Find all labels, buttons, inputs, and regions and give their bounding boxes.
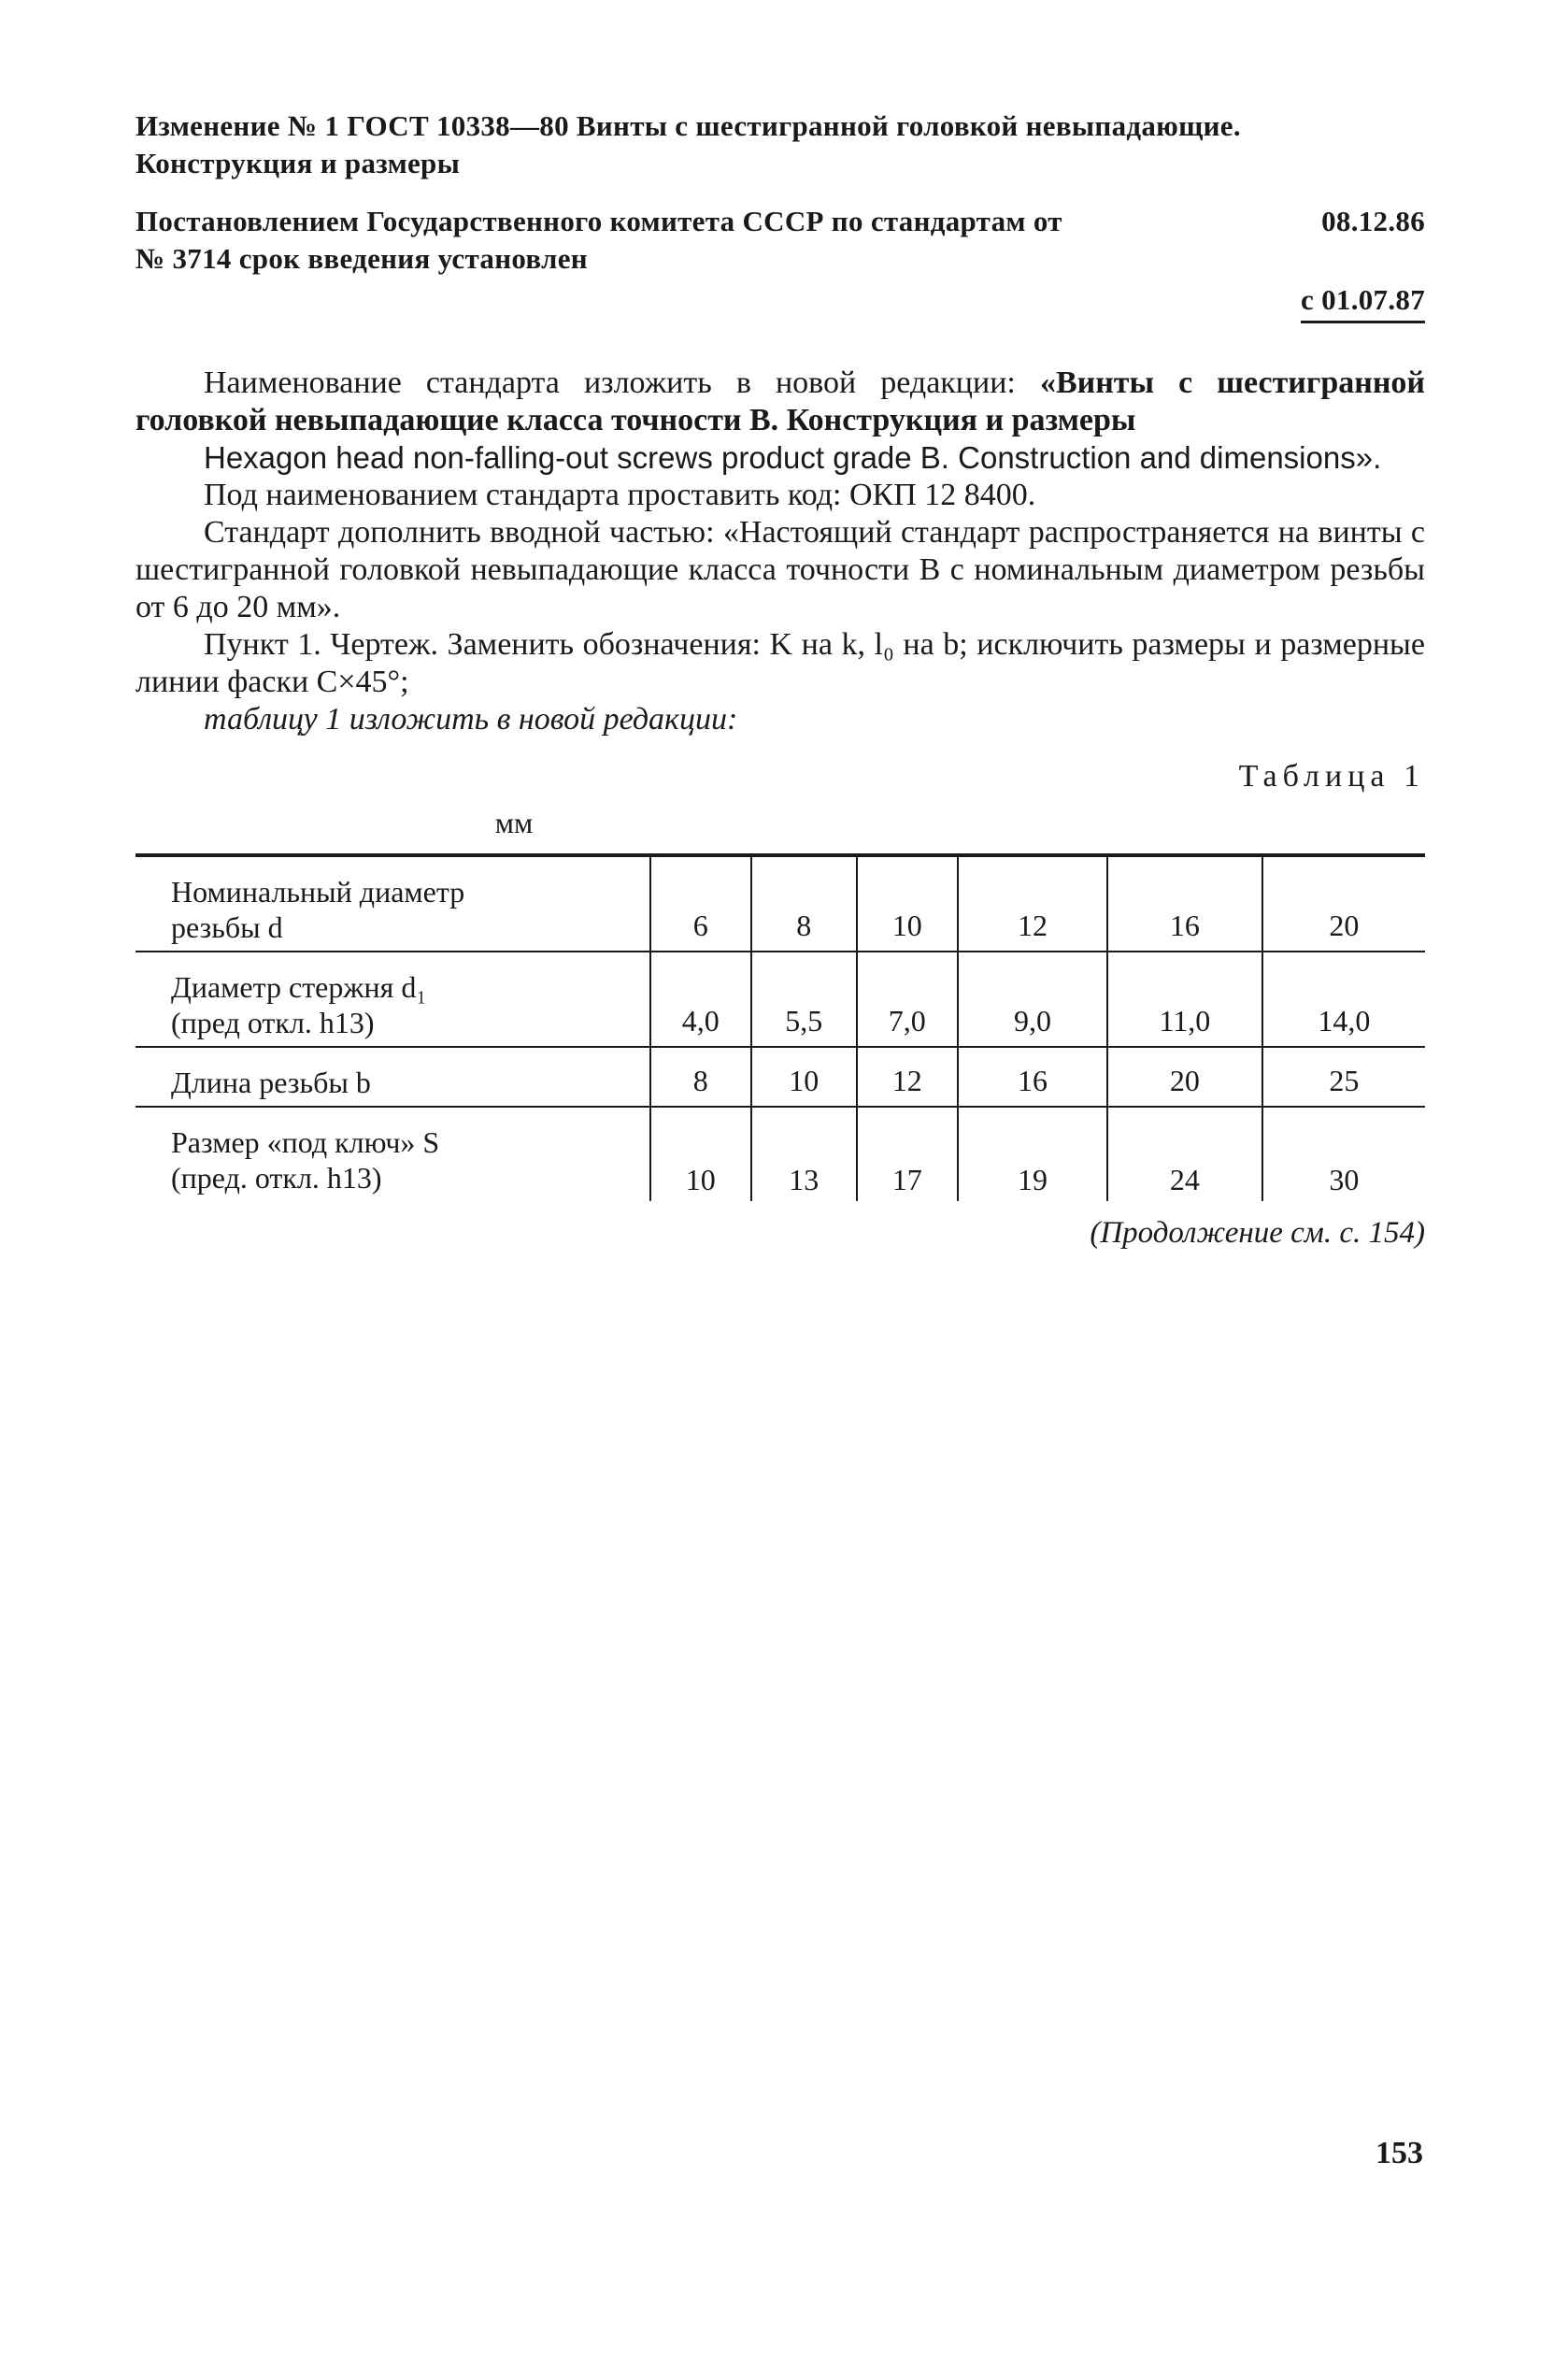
paragraph-drawing: Пункт 1. Чертеж. Заменить обозначения: K на k, l₀ на b; исключить размеры и размерные линии фаски C×45°; xyxy=(135,627,1425,699)
dimensions-table xyxy=(135,853,1425,1201)
resolution-date: 08.12.86 xyxy=(1321,205,1425,237)
resolution-number: № 3714 срок введения установлен xyxy=(135,242,588,275)
table-cell: 19 xyxy=(958,1107,1107,1201)
paragraph-title-change xyxy=(135,365,1425,439)
row-label-line2: (пред откл. h13) xyxy=(171,1006,375,1039)
table-cell: 13 xyxy=(751,1107,857,1201)
table-cell: 10 xyxy=(650,1107,751,1201)
table-cell: 10 xyxy=(857,855,958,952)
table-cell: 20 xyxy=(1262,855,1425,952)
table-unit: мм xyxy=(494,806,534,839)
row-label-line2: резьбы d xyxy=(171,910,283,944)
resolution-text: Постановлением Государственного комитета СССР по стандартам от xyxy=(135,205,1062,237)
table-cell: 17 xyxy=(857,1107,958,1201)
paragraph-intro: Стандарт дополнить вводной частью: «Настоящий стандарт распространяется на винты с шестигранной головкой невыпадающие класса точности В с номинальным диаметром резьбы от 6 до 20 мм». xyxy=(135,515,1425,624)
table-cell: 8 xyxy=(751,855,857,952)
table-cell: 8 xyxy=(650,1047,751,1107)
table-row xyxy=(135,855,1425,952)
continuation-note: (Продолжение см. с. 154) xyxy=(1090,1216,1425,1250)
table-caption: Таблица 1 xyxy=(1238,759,1425,794)
table-cell: 24 xyxy=(1107,1107,1262,1201)
table-cell: 9,0 xyxy=(958,952,1107,1047)
new-title-russian: «Винты с шестигранной головкой невыпадающие класса точности В. Конструкция и размеры xyxy=(135,365,1426,437)
paragraph-table-intro: таблицу 1 изложить в новой редакции: xyxy=(204,702,738,737)
table-cell: 10 xyxy=(751,1047,857,1107)
table-cell: 30 xyxy=(1262,1107,1425,1201)
table-cell: 20 xyxy=(1107,1047,1262,1107)
row-label-line1: Номинальный диаметр xyxy=(171,875,465,909)
change-header xyxy=(135,107,1425,323)
row-label xyxy=(135,1107,650,1201)
change-body xyxy=(135,365,1425,738)
table-row xyxy=(135,952,1425,1047)
row-label-line2: (пред. откл. h13) xyxy=(171,1161,382,1195)
change-title-line2: Конструкция и размеры xyxy=(135,147,461,179)
new-title-english: Hexagon head non-falling-out screws product grade B. Construction and dimensions». xyxy=(204,440,1382,475)
table-cell: 25 xyxy=(1262,1047,1425,1107)
row-label-line2: Длина резьбы b xyxy=(171,1066,371,1099)
table-cell: 7,0 xyxy=(857,952,958,1047)
table-cell: 12 xyxy=(857,1047,958,1107)
change-title-line1: Изменение № 1 ГОСТ 10338—80 Винты с шестигранной головкой невыпадающие. xyxy=(135,109,1241,142)
table-row xyxy=(135,1047,1425,1107)
table-cell: 11,0 xyxy=(1107,952,1262,1047)
paragraph-title-change-text: Наименование стандарта изложить в новой редакции: xyxy=(204,365,1040,400)
table-cell: 6 xyxy=(650,855,751,952)
page-number: 153 xyxy=(1376,2136,1423,2170)
document-page xyxy=(135,107,1425,1251)
table-cell: 14,0 xyxy=(1262,952,1425,1047)
table-cell: 5,5 xyxy=(751,952,857,1047)
row-label xyxy=(135,855,650,952)
table-cell: 12 xyxy=(958,855,1107,952)
row-label xyxy=(135,1047,650,1107)
table-row xyxy=(135,1107,1425,1201)
row-label xyxy=(135,952,650,1047)
row-label-line1: Размер «под ключ» S xyxy=(171,1125,440,1159)
paragraph-okp-code: Под наименованием стандарта проставить код: ОКП 12 8400. xyxy=(204,478,1036,512)
row-label-line1: Диаметр стержня d₁ xyxy=(171,970,427,1004)
table-cell: 16 xyxy=(958,1047,1107,1107)
effective-date: с 01.07.87 xyxy=(1301,281,1425,323)
table-cell: 16 xyxy=(1107,855,1262,952)
table-cell: 4,0 xyxy=(650,952,751,1047)
